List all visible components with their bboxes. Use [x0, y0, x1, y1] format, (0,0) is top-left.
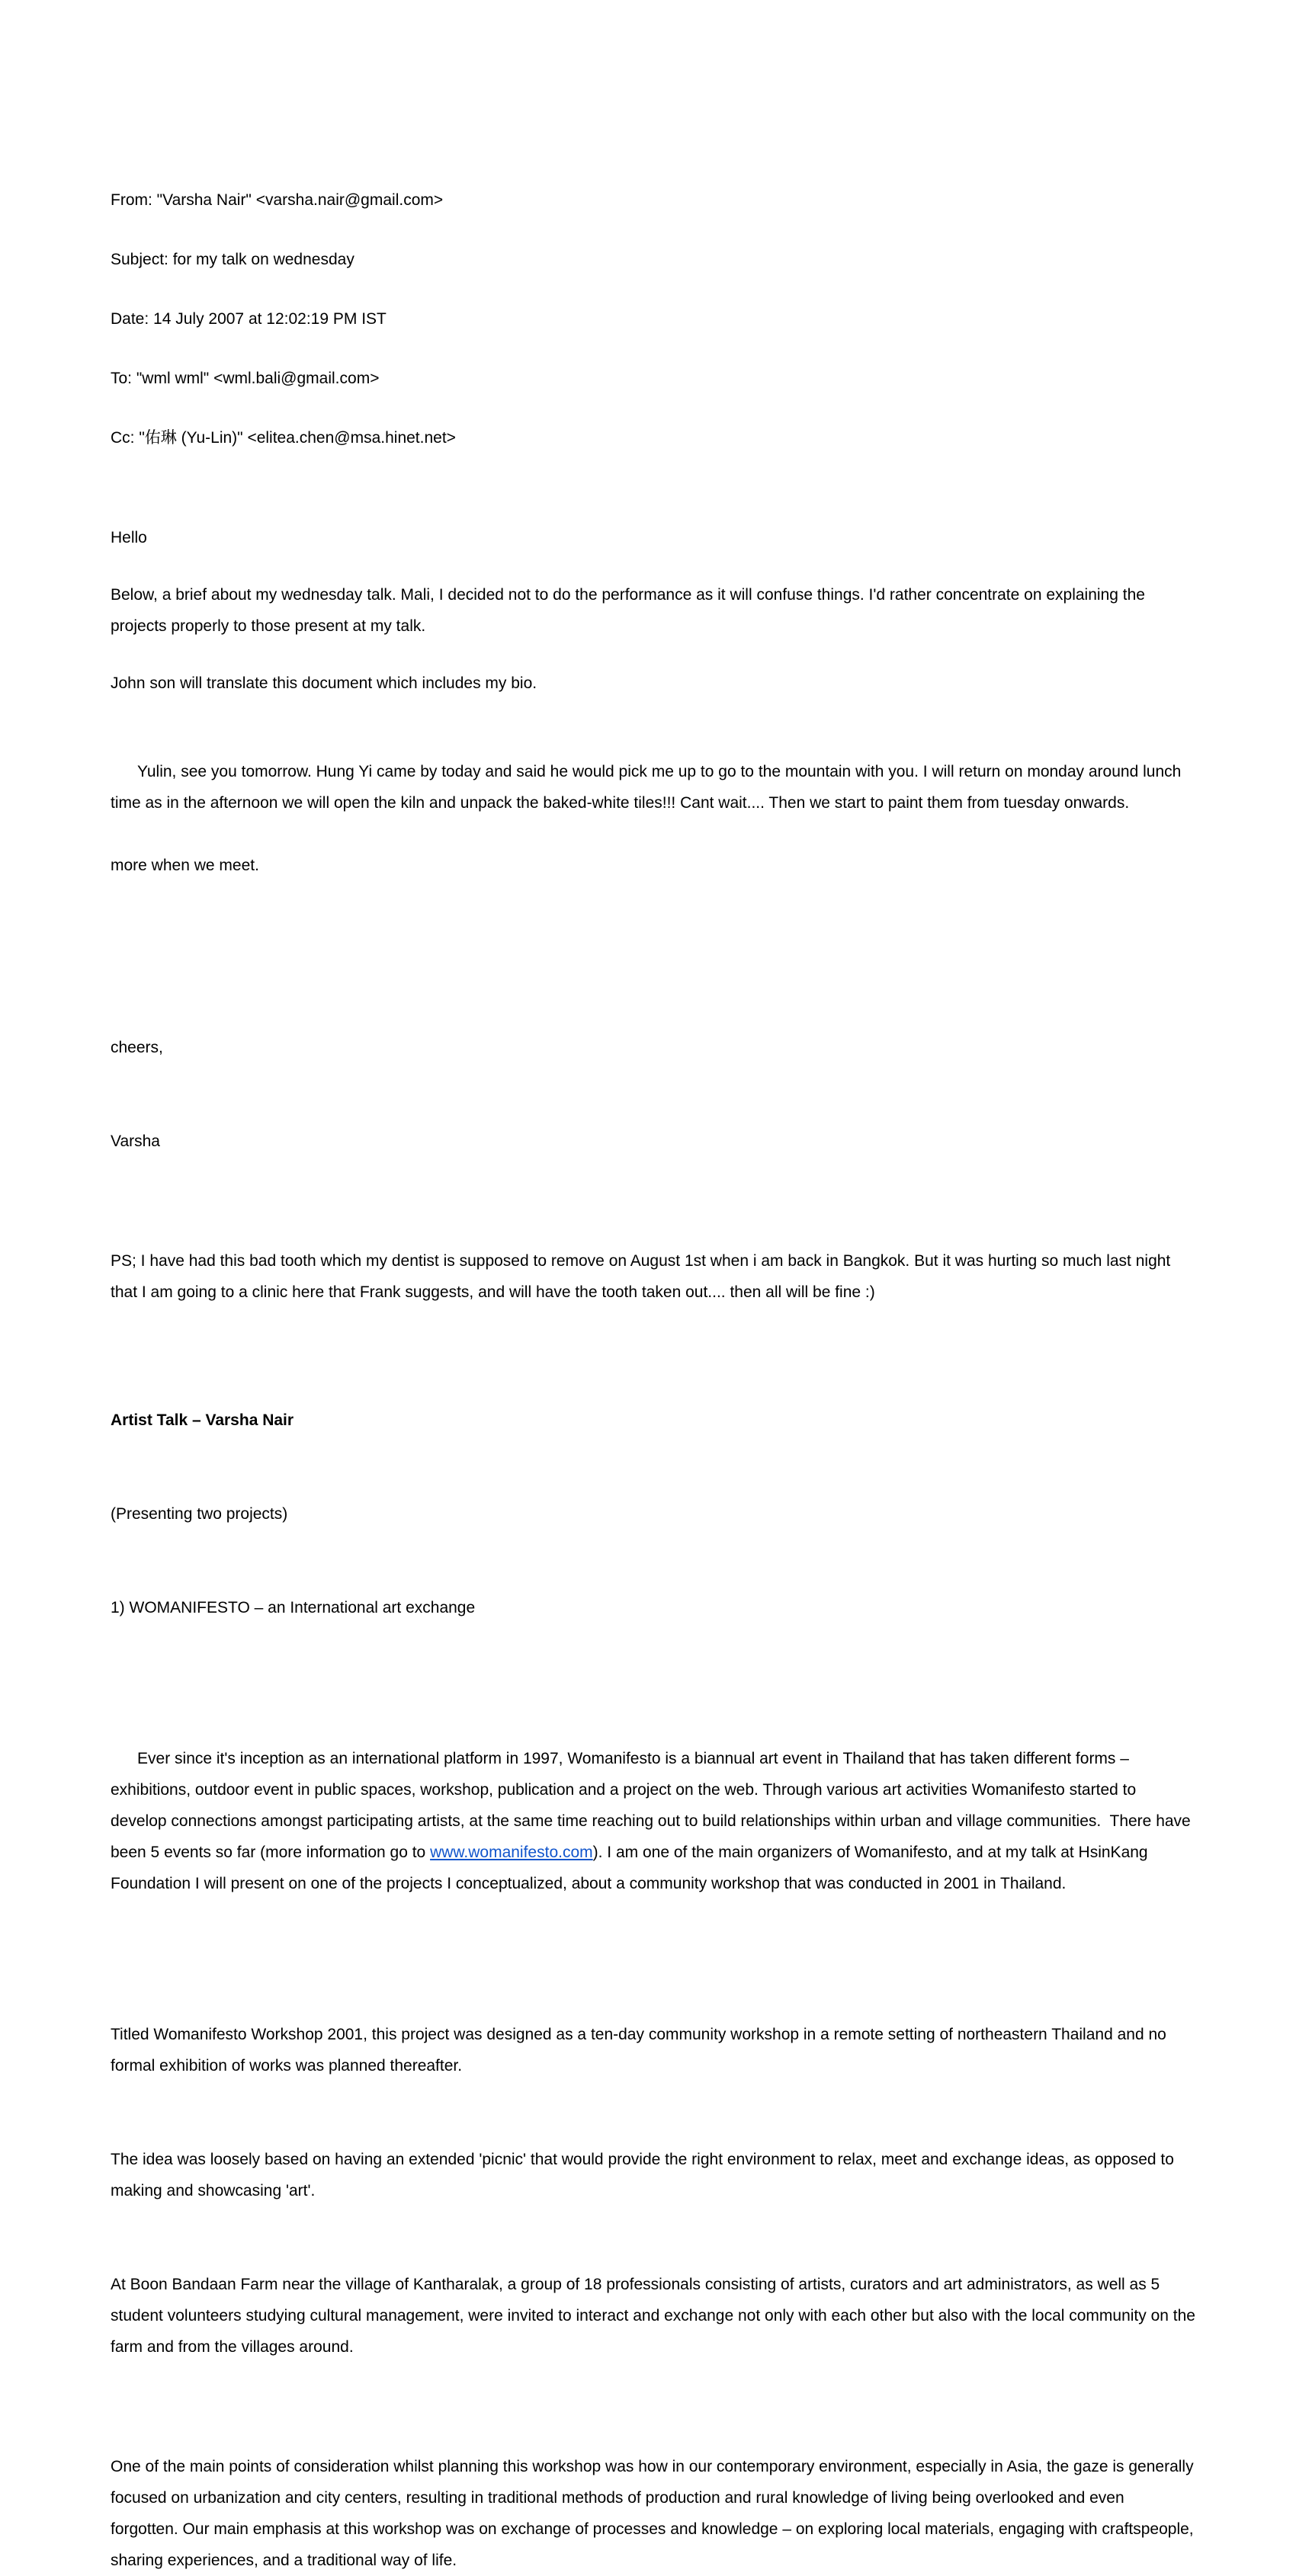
paragraph-final: One of the main points of consideration whilst planning this workshop was how in our contemporary environment, especially in Asia, the gaze is generally focused on urbanization and city centers, resulting in traditional methods of production and rural knowledge of living being overlooked and even forgotten. Our main emphasis at this workshop was on exchange of processes and knowledge – on exploring local materials, engaging with craftspeople, sharing experiences, and a traditional way of life. — [111, 2458, 1198, 2569]
header-cc: Cc: "佑琳 (Yu-Lin)" <elitea.chen@msa.hinet.net> — [111, 429, 456, 447]
womanifesto-link[interactable]: www.womanifesto.com — [430, 1844, 593, 1861]
paragraph-womanifesto — [111, 1712, 1196, 1930]
talk-project-heading: 1) WOMANIFESTO – an International art exchange — [111, 1599, 476, 1616]
workshop-titled-line: Titled Womanifesto Workshop 2001, this project was designed as a ten-day community workshop in a remote setting of northeastern Thailand and no formal exhibition of works was planned thereafter. — [111, 2026, 1171, 2075]
header-date: Date: 14 July 2007 at 12:02:19 PM IST — [111, 310, 387, 328]
signoff — [111, 969, 1196, 1219]
greeting: Hello — [111, 529, 147, 546]
email-header — [111, 151, 1196, 488]
workshop-idea-line: The idea was loosely based on having an extended 'picnic' that would provide the right environment to relax, meet and exchange ideas, as opposed to making and showcasing 'art'. — [111, 2151, 1179, 2200]
header-from: From: "Varsha Nair" <varsha.nair@gmail.com> — [111, 191, 444, 209]
signoff-cheers: cheers, — [111, 1039, 163, 1056]
paragraph-yulin — [111, 725, 1196, 944]
paragraph-intro: Below, a brief about my wednesday talk. Mali, I decided not to do the performance as it will confuse things. I'd rather concentrate on explaining the projects properly to those present at my talk. — [111, 586, 1150, 635]
header-to: To: "wml wml" <wml.bali@gmail.com> — [111, 370, 380, 387]
paragraph-translate: John son will translate this document which includes my bio. — [111, 674, 537, 692]
email-content — [111, 151, 1200, 2576]
signoff-name: Varsha — [111, 1133, 160, 1150]
talk-subtitle: (Presenting two projects) — [111, 1505, 288, 1523]
header-subject: Subject: for my talk on wednesday — [111, 251, 354, 268]
paragraph-ps: PS; I have had this bad tooth which my dentist is supposed to remove on August 1st when i am back in Bangkok. But it was hurting so much last night that I am going to a clinic here that Frank suggests, and will have the tooth taken out.... then all will be fine :) — [111, 1252, 1176, 1301]
paragraph-yulin-text: Yulin, see you tomorrow. Hung Yi came by today and said he would pick me up to go to the mountain with you. I will return on monday around lunch time as in the afternoon we will open the kiln and unpack the baked-white tiles!!! Cant wait.... Then we start to paint them from tuesday onwards. — [111, 763, 1186, 812]
workshop-farm-line: At Boon Bandaan Farm near the village of Kantharalak, a group of 18 professionals consisting of artists, curators and art administrators, as well as 5 student volunteers studying cultural management, were invited to interact and exchange not only with each other but also with the local community on the farm and from the villages around. — [111, 2276, 1200, 2356]
talk-heading-block — [111, 1342, 1196, 1686]
paragraph-yulin-more: more when we meet. — [111, 857, 259, 874]
talk-title: Artist Talk – Varsha Nair — [111, 1411, 294, 1429]
womanifesto-text-before-link: Ever since it's inception as an international platform in 1997, Womanifesto is a biannual art event in Thailand that has taken different forms – exhibitions, outdoor event in public spaces, workshop, publication and a project on the web. Through various art activities Womanifesto started to develop connections amongst participating artists, at the same time reaching out to build relationships within urban and village communities. There have been 5 events so far (more information go to — [111, 1750, 1195, 1861]
womanifesto-text-after-link: ). I am one of the main organizers of Womanifesto, and at my talk at HsinKang Foundation I will present on one of the projects I conceptualized, about a community workshop that was conducted in 2001 in Thailand. — [111, 1844, 1153, 1892]
paragraph-workshop — [111, 1956, 1200, 2425]
